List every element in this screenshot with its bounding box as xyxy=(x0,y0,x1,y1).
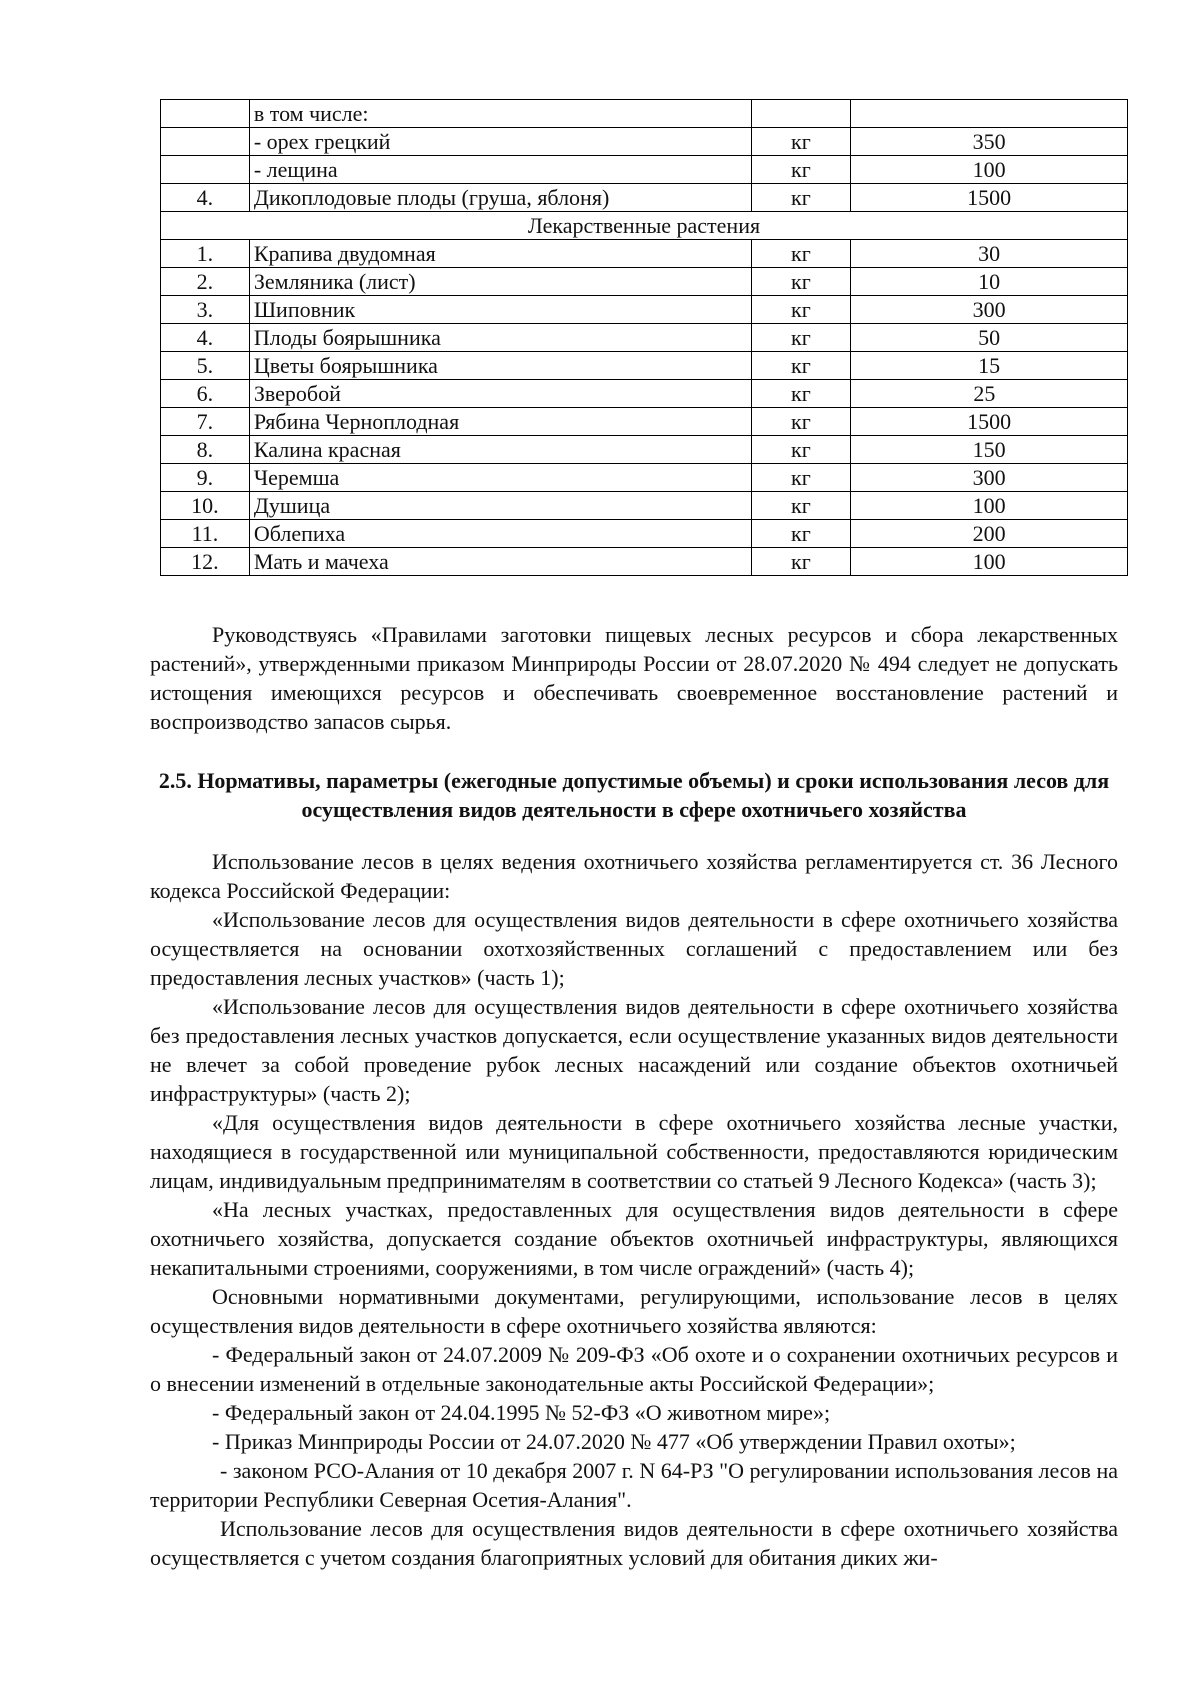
table-row xyxy=(161,324,1128,352)
row-unit: кг xyxy=(751,324,851,352)
row-name: Крапива двудомная xyxy=(249,240,751,268)
table-row xyxy=(161,520,1128,548)
row-quantity: 25 xyxy=(851,380,1128,408)
table-row xyxy=(161,268,1128,296)
row-quantity: 1500 xyxy=(851,184,1128,212)
body-paragraph: Использование лесов в целях ведения охотничьего хозяйства регламентируется ст. 36 Лесного кодекса Российской Федерации: xyxy=(150,849,1118,903)
table-row xyxy=(161,296,1128,324)
row-name: Плоды боярышника xyxy=(249,324,751,352)
row-name: Земляника (лист) xyxy=(249,268,751,296)
table-row xyxy=(161,492,1128,520)
row-number: 3. xyxy=(161,296,250,324)
row-unit: кг xyxy=(751,436,851,464)
row-number: 9. xyxy=(161,464,250,492)
row-unit: кг xyxy=(751,548,851,576)
row-number: 5. xyxy=(161,352,250,380)
row-quantity: 100 xyxy=(851,548,1128,576)
row-number: 7. xyxy=(161,408,250,436)
row-number: 12. xyxy=(161,548,250,576)
row-number xyxy=(161,100,250,128)
row-name: - лещина xyxy=(249,156,751,184)
table-row xyxy=(161,464,1128,492)
row-quantity: 50 xyxy=(851,324,1128,352)
row-quantity: 350 xyxy=(851,128,1128,156)
row-number: 2. xyxy=(161,268,250,296)
resources-table xyxy=(160,99,1128,576)
body-paragraph: - Приказ Минприроды России от 24.07.2020 № 477 «Об утверждении Правил охоты»; xyxy=(212,1429,1016,1454)
row-unit: кг xyxy=(751,156,851,184)
row-name: Мать и мачеха xyxy=(249,548,751,576)
body-paragraph: Основными нормативными документами, регулирующими, использование лесов в целях осуществления видов деятельности в сфере охотничьего хозяйства являются: xyxy=(150,1284,1118,1338)
row-quantity: 300 xyxy=(851,464,1128,492)
row-unit: кг xyxy=(751,352,851,380)
row-quantity xyxy=(851,100,1128,128)
body-paragraph: «Использование лесов для осуществления видов деятельности в сфере охотничьего хозяйства без предоставления лесных участков допускается, если осуществление указанных видов деятельности не влечет за собой проведение рубок лесных насаждений или создание объектов охотничьей инфраструктуры» (часть 2); xyxy=(150,994,1118,1106)
row-name: Облепиха xyxy=(249,520,751,548)
row-quantity: 30 xyxy=(851,240,1128,268)
rules-paragraph-block xyxy=(150,620,1118,736)
table-row xyxy=(161,184,1128,212)
body-paragraph: «Для осуществления видов деятельности в сфере охотничьего хозяйства лесные участки, находящиеся в государственной или муниципальной собственности, предоставляются юридическим лицам, индивидуальным предпринимателям в соответствии со статьей 9 Лесного Кодекса» (часть 3); xyxy=(150,1110,1118,1193)
row-unit: кг xyxy=(751,268,851,296)
row-number: 8. xyxy=(161,436,250,464)
body-paragraph: - Федеральный закон от 24.07.2009 № 209-ФЗ «Об охоте и о сохранении охотничьих ресурсов и о внесении изменений в отдельные законодательные акты Российской Федерации»; xyxy=(150,1342,1118,1396)
row-name: Калина красная xyxy=(249,436,751,464)
row-quantity: 10 xyxy=(851,268,1128,296)
body-paragraph: - законом РСО-Алания от 10 декабря 2007 г. N 64-РЗ "О регулировании использования лесов на территории Республики Северная Осетия-Алания". xyxy=(150,1458,1118,1512)
row-unit: кг xyxy=(751,296,851,324)
row-name: - орех грецкий xyxy=(249,128,751,156)
body-text xyxy=(150,847,1118,1572)
row-name: Цветы боярышника xyxy=(249,352,751,380)
row-quantity: 150 xyxy=(851,436,1128,464)
row-name: в том числе: xyxy=(249,100,751,128)
row-unit: кг xyxy=(751,492,851,520)
row-unit: кг xyxy=(751,128,851,156)
row-quantity: 100 xyxy=(851,492,1128,520)
table-row xyxy=(161,436,1128,464)
body-paragraph: Использование лесов для осуществления видов деятельности в сфере охотничьего хозяйства осуществляется с учетом создания благоприятных условий для обитания диких жи- xyxy=(150,1516,1118,1570)
row-name: Шиповник xyxy=(249,296,751,324)
section-heading: 2.5. Нормативы, параметры (ежегодные допустимые объемы) и сроки использования лесов для осуществления видов деятельности в сфере охотничьего хозяйства xyxy=(158,768,1110,822)
rules-paragraph: Руководствуясь «Правилами заготовки пищевых лесных ресурсов и сбора лекарственных растений», утвержденными приказом Минприроды России от 28.07.2020 № 494 следует не допускать истощения имеющихся ресурсов и обеспечивать своевременное восстановление растений и воспроизводство запасов сырья. xyxy=(150,622,1118,734)
body-paragraph: «На лесных участках, предоставленных для осуществления видов деятельности в сфере охотничьего хозяйства, допускается создание объектов охотничьей инфраструктуры, являющихся некапитальными строениями, сооружениями, в том числе ограждений» (часть 4); xyxy=(150,1197,1118,1280)
table-row xyxy=(161,380,1128,408)
row-name: Дикоплодовые плоды (груша, яблоня) xyxy=(249,184,751,212)
body-paragraph: - Федеральный закон от 24.04.1995 № 52-ФЗ «О животном мире»; xyxy=(212,1400,831,1425)
row-number xyxy=(161,128,250,156)
table-row xyxy=(161,352,1128,380)
table-row xyxy=(161,128,1128,156)
row-number: 11. xyxy=(161,520,250,548)
section-title: Лекарственные растения xyxy=(161,212,1128,240)
row-quantity: 200 xyxy=(851,520,1128,548)
table-row xyxy=(161,548,1128,576)
row-unit: кг xyxy=(751,408,851,436)
table-row xyxy=(161,156,1128,184)
row-name: Рябина Черноплодная xyxy=(249,408,751,436)
row-quantity: 300 xyxy=(851,296,1128,324)
row-unit: кг xyxy=(751,464,851,492)
row-number: 1. xyxy=(161,240,250,268)
body-paragraph: «Использование лесов для осуществления видов деятельности в сфере охотничьего хозяйства осуществляется на основании охотхозяйственных соглашений с предоставлением или без предоставления лесных участков» (часть 1); xyxy=(150,907,1118,990)
row-number: 6. xyxy=(161,380,250,408)
row-name: Зверобой xyxy=(249,380,751,408)
row-unit: кг xyxy=(751,184,851,212)
row-number: 4. xyxy=(161,324,250,352)
row-name: Черемша xyxy=(249,464,751,492)
row-quantity: 100 xyxy=(851,156,1128,184)
row-unit xyxy=(751,100,851,128)
row-number: 4. xyxy=(161,184,250,212)
table-row xyxy=(161,100,1128,128)
table-row xyxy=(161,408,1128,436)
row-quantity: 15 xyxy=(851,352,1128,380)
table-section-row xyxy=(161,212,1128,240)
row-number: 10. xyxy=(161,492,250,520)
row-unit: кг xyxy=(751,380,851,408)
row-quantity: 1500 xyxy=(851,408,1128,436)
table-row xyxy=(161,240,1128,268)
row-name: Душица xyxy=(249,492,751,520)
row-number xyxy=(161,156,250,184)
row-unit: кг xyxy=(751,240,851,268)
row-unit: кг xyxy=(751,520,851,548)
